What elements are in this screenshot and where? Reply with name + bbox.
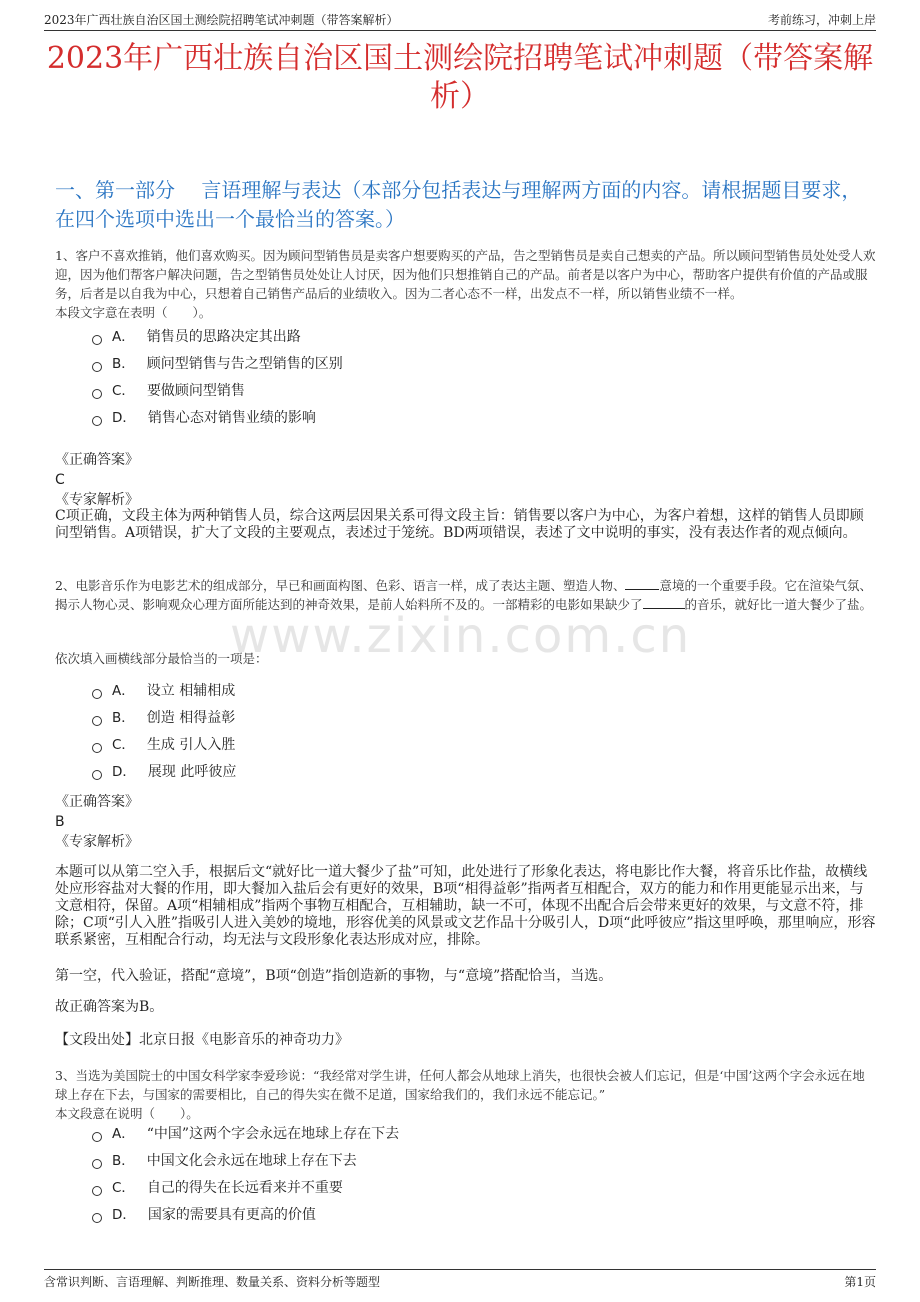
radio-icon[interactable] xyxy=(92,1159,102,1169)
option-text: “中国”这两个字会永远在地球上存在下去 xyxy=(146,1126,400,1142)
question-stem-text: 1、客户不喜欢推销，他们喜欢购买。因为顾问型销售员是卖客户想要购买的产品，告之型销售员是卖自己想卖的产品。所以顾问型销售员处处受人欢迎，因为他们帮客户解决问题，告之型销售员处处让人讨厌，因为他们只想推销自己的产品。前者是以客户为中心，帮助客户提供有价值的产品或服务，后者是以自我为中心，只想着自己销售产品后的业绩收入。因为二者心态不一样，出发点不一样，所以销售业绩不一样。 xyxy=(55,248,876,301)
question-2-answer xyxy=(55,792,139,852)
analysis-label: 《专家解析》 xyxy=(55,492,139,508)
option-d[interactable] xyxy=(92,405,343,432)
question-stem-text: 2、电影音乐作为电影艺术的组成部分，早已和画面构图、色彩、语言一样，成了表达主题、塑造人物、 xyxy=(55,578,626,593)
question-prompt: 本文段意在说明（ ）。 xyxy=(55,1106,199,1121)
question-2-options xyxy=(92,678,236,786)
radio-icon[interactable] xyxy=(92,1213,102,1223)
option-letter: A． xyxy=(112,329,135,345)
option-c[interactable] xyxy=(92,1175,399,1202)
option-letter: B． xyxy=(112,710,135,726)
option-c[interactable] xyxy=(92,732,236,759)
question-stem-text: 的音乐，就好比一道大餐少了盐。 xyxy=(684,597,873,612)
radio-icon[interactable] xyxy=(92,1186,102,1196)
option-c[interactable] xyxy=(92,378,343,405)
question-stem-text: 意境的一个重要手段。它在渲染气氛、揭示人物心灵、影响观众心理方面所能达到的神奇效果，是前人始料所不及的。一部精彩的电影如果缺少了 xyxy=(55,578,872,612)
option-a[interactable] xyxy=(92,1121,399,1148)
option-b[interactable] xyxy=(92,705,236,732)
option-letter: D． xyxy=(112,410,136,426)
option-letter: B． xyxy=(112,356,135,372)
option-text: 中国文化会永远在地球上存在下去 xyxy=(146,1153,357,1169)
option-letter: B． xyxy=(112,1153,135,1169)
section-heading: 一、第一部分 言语理解与表达（本部分包括表达与理解两方面的内容。请根据题目要求，在四个选项中选出一个最恰当的答案。） xyxy=(55,178,862,231)
answer-label: 《正确答案》 xyxy=(55,452,139,468)
option-letter: A． xyxy=(112,1126,135,1142)
question-3-options xyxy=(92,1121,399,1229)
answer-value: C xyxy=(55,472,65,488)
radio-icon[interactable] xyxy=(92,770,102,780)
option-text: 销售员的思路决定其出路 xyxy=(146,329,301,345)
watermark: www.zixin.com.cn xyxy=(230,608,692,664)
question-2-analysis: 本题可以从第二空入手，根据后文“就好比一道大餐少了盐”可知，此处进行了形象化表达，将电影比作大餐，将音乐比作盐，故横线处应形容盐对大餐的作用，即大餐加入盐后会有更好的效果，B项“相得益彰”指两者互相配合，双方的能力和作用更能显示出来，与文意相符，保留。A项“相辅相成”指两个事物互相配合，互相辅助，缺一不可，体现不出配合后会带来更好的效果，与文意不符，排除；C项“引人入胜”指吸引人进入美妙的境地，形容优美的风景或文艺作品十分吸引人，D项“此呼彼应”指这里呼唤，那里响应，形容联系紧密，互相配合行动，均无法与文段形象化表达形成对应，排除。 xyxy=(55,864,876,948)
radio-icon[interactable] xyxy=(92,1132,102,1142)
radio-icon[interactable] xyxy=(92,416,102,426)
option-text: 自己的得失在长远看来并不重要 xyxy=(146,1180,343,1196)
radio-icon[interactable] xyxy=(92,362,102,372)
fill-blank-1 xyxy=(625,589,659,590)
header-slogan: 考前练习，冲刺上岸 xyxy=(767,13,876,27)
option-d[interactable] xyxy=(92,1202,399,1229)
option-text: 展现 此呼彼应 xyxy=(147,764,237,780)
radio-icon[interactable] xyxy=(92,743,102,753)
question-1-stem xyxy=(55,246,876,322)
fill-blank-2 xyxy=(643,608,685,609)
question-2-source: 【文段出处】北京日报《电影音乐的神奇功力》 xyxy=(55,1032,349,1048)
question-2-analysis-2: 第一空，代入验证，搭配“意境”，B项“创造”指创造新的事物，与“意境”搭配恰当，当选。 xyxy=(55,968,613,984)
option-b[interactable] xyxy=(92,351,343,378)
option-letter: C． xyxy=(112,383,135,399)
option-a[interactable] xyxy=(92,324,343,351)
option-letter: A． xyxy=(112,683,135,699)
question-1-analysis: C项正确，文段主体为两种销售人员，综合这两层因果关系可得文段主旨：销售要以客户为中心，为客户着想，这样的销售人员即顾问型销售。A项错误，扩大了文段的主要观点，表述过于笼统。BD两项错误，表述了文中说明的事实，没有表达作者的观点倾向。 xyxy=(55,508,864,541)
header-doc-title: 2023年广西壮族自治区国土测绘院招聘笔试冲刺题（带答案解析） xyxy=(44,13,399,27)
footer-description: 含常识判断、言语理解、判断推理、数量关系、资料分析等题型 xyxy=(44,1275,381,1289)
option-letter: C． xyxy=(112,1180,135,1196)
option-b[interactable] xyxy=(92,1148,399,1175)
option-text: 生成 引人入胜 xyxy=(146,737,236,753)
page-header xyxy=(44,8,876,31)
radio-icon[interactable] xyxy=(92,716,102,726)
option-text: 国家的需要具有更高的价值 xyxy=(147,1207,316,1223)
option-text: 创造 相得益彰 xyxy=(146,710,236,726)
page-footer xyxy=(44,1269,876,1292)
question-1-answer xyxy=(55,450,139,510)
option-letter: C． xyxy=(112,737,135,753)
option-text: 销售心态对销售业绩的影响 xyxy=(147,410,316,426)
radio-icon[interactable] xyxy=(92,335,102,345)
question-1-options xyxy=(92,324,343,432)
question-stem-text: 3、当选为美国院士的中国女科学家李爱珍说：“我经常对学生讲，任何人都会从地球上消失，也很快会被人们忘记，但是‘中国’这两个字会永远在地球上存在下去，与国家的需要相比，自己的得失实在微不足道，国家给我们的，我们永远不能忘记。” xyxy=(55,1068,865,1102)
question-2-stem xyxy=(55,576,876,614)
option-d[interactable] xyxy=(92,759,236,786)
option-a[interactable] xyxy=(92,678,236,705)
option-text: 设立 相辅相成 xyxy=(146,683,236,699)
answer-label: 《正确答案》 xyxy=(55,794,139,810)
question-2-prompt: 依次填入画横线部分最恰当的一项是： xyxy=(55,651,268,666)
question-3-stem xyxy=(55,1066,876,1123)
radio-icon[interactable] xyxy=(92,389,102,399)
page-number: 第1页 xyxy=(844,1275,876,1289)
question-prompt: 本段文字意在表明（ ）。 xyxy=(55,305,212,320)
radio-icon[interactable] xyxy=(92,689,102,699)
analysis-label: 《专家解析》 xyxy=(55,834,139,850)
option-letter: D． xyxy=(112,1207,136,1223)
document-title: 2023年广西壮族自治区国土测绘院招聘笔试冲刺题（带答案解析） xyxy=(46,41,874,114)
option-letter: D． xyxy=(112,764,136,780)
option-text: 要做顾问型销售 xyxy=(146,383,245,399)
option-text: 顾问型销售与告之型销售的区别 xyxy=(146,356,343,372)
question-2-conclusion: 故正确答案为B。 xyxy=(55,999,164,1015)
answer-value: B xyxy=(55,814,65,830)
